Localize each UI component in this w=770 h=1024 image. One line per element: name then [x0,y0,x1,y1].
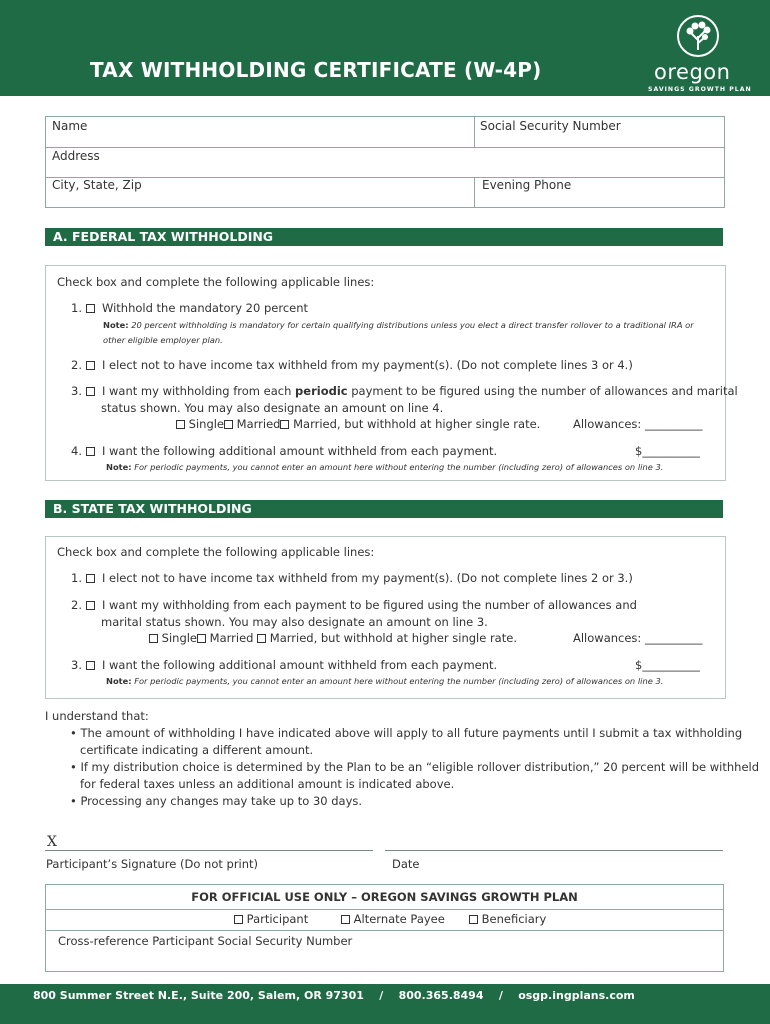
state-line2-checkbox[interactable] [86,601,95,610]
official-use-title: FOR OFFICIAL USE ONLY – OREGON SAVINGS GROWTH PLAN [191,890,578,904]
federal-line1-note-cont: other eligible employer plan. [103,335,223,345]
date-line[interactable] [385,850,723,851]
city-state-zip-field[interactable]: City, State, Zip [52,178,142,192]
evening-phone-field[interactable]: Evening Phone [482,178,572,192]
address-field[interactable]: Address [52,149,100,163]
federal-line-1: 1. Withhold the mandatory 20 percent [71,301,309,315]
participant-checkbox[interactable] [234,915,243,924]
state-married-checkbox[interactable] [197,634,206,643]
state-panel [45,536,726,699]
understand-bullet-1-cont: certificate indicating a different amount. [80,743,314,757]
state-marital-options: Single Married Married, but withhold at higher single rate. [149,631,517,645]
form-title: TAX WITHHOLDING CERTIFICATE (W-4P) [90,58,542,82]
federal-note: Note: For periodic payments, you cannot enter an amount here without entering the number (including zero) of allowances on line 3. [106,462,664,472]
understand-bullet-3: • Processing any changes may take up to 30 days. [70,794,363,808]
alternate-payee-checkbox[interactable] [341,915,350,924]
state-line2-cont: marital status shown. You may also designate an amount on line 3. [101,615,488,629]
federal-line1-checkbox[interactable] [86,304,95,313]
beneficiary-checkbox[interactable] [469,915,478,924]
signature-x-mark: X [47,834,57,850]
participant-info-table [45,116,725,208]
understand-bullet-2: • If my distribution choice is determined by the Plan to be an “eligible rollover distribution,” 20 percent will be withheld [70,760,760,774]
signature-line[interactable] [45,850,373,851]
federal-line3-cont: status shown. You may also designate an amount on line 4. [101,401,444,415]
federal-line4-checkbox[interactable] [86,447,95,456]
logo-wordmark: oregon [654,60,731,84]
state-note: Note: For periodic payments, you cannot enter an amount here without entering the number (including zero) of allowances on line 3. [106,676,664,686]
federal-panel [45,265,738,481]
footer-phone[interactable]: 800.365.8494 [398,989,484,1002]
federal-line-3: 3. I want my withholding from each periodic payment to be figured using the number of allowances and marital [71,384,738,398]
federal-section-header [45,228,723,246]
state-married-single-rate-checkbox[interactable] [257,634,266,643]
federal-line-4: 4. I want the following additional amount withheld from each payment. [71,444,498,458]
tree-icon [676,14,720,58]
state-line-3: 3. I want the following additional amount withheld from each payment. [71,658,498,672]
cross-reference-ssn-field[interactable]: Cross-reference Participant Social Security Number [58,934,353,948]
footer-contact: 800 Summer Street N.E., Suite 200, Salem, OR 97301 / 800.365.8494 / osgp.ingplans.com [33,989,635,1002]
federal-intro: Check box and complete the following applicable lines: [57,275,375,289]
federal-amount-field[interactable]: $__________ [635,444,700,458]
logo-subtitle: SAVINGS GROWTH PLAN [648,86,752,93]
federal-line1-note: Note: 20 percent withholding is mandatory for certain qualifying distributions unless you elect a direct transfer rollover to a traditional IRA or [103,320,694,330]
state-line1-checkbox[interactable] [86,574,95,583]
federal-marital-options: Single Married Married, but withhold at higher single rate. [176,417,540,431]
state-line-1: 1. I elect not to have income tax withheld from my payment(s). (Do not complete lines 2 or 3.) [71,571,633,585]
footer-address: 800 Summer Street N.E., Suite 200, Salem, OR 97301 [33,989,364,1002]
oregon-logo [648,14,752,94]
ssn-field[interactable]: Social Security Number [480,119,621,133]
state-single-checkbox[interactable] [149,634,158,643]
official-use-box [45,884,724,972]
footer-website-link[interactable]: osgp.ingplans.com [518,989,635,1002]
state-intro: Check box and complete the following applicable lines: [57,545,375,559]
understand-bullet-2-cont: for federal taxes unless an additional amount is indicated above. [80,777,455,791]
federal-single-checkbox[interactable] [176,420,185,429]
state-allowances-field[interactable]: Allowances: __________ [573,631,703,645]
footer-bar [0,984,770,1024]
name-field[interactable]: Name [52,119,88,133]
header-bar [0,0,770,96]
official-alternate-payee-option: Alternate Payee [341,912,445,926]
state-section-header [45,500,723,518]
state-line-2: 2. I want my withholding from each payment to be figured using the number of allowances and [71,598,637,612]
understand-bullet-1: • The amount of withholding I have indicated above will apply to all future payments until I submit a tax withholding [70,726,743,740]
state-section-title: B. STATE TAX WITHHOLDING [53,501,252,516]
federal-line3-checkbox[interactable] [86,387,95,396]
federal-section-title: A. FEDERAL TAX WITHHOLDING [53,229,274,244]
state-line3-checkbox[interactable] [86,661,95,670]
federal-married-single-rate-checkbox[interactable] [280,420,289,429]
understand-heading: I understand that: [45,709,149,723]
federal-line2-checkbox[interactable] [86,361,95,370]
federal-line-2: 2. I elect not to have income tax withheld from my payment(s). (Do not complete lines 3 or 4.) [71,358,633,372]
official-beneficiary-option: Beneficiary [469,912,546,926]
date-label: Date [392,857,420,871]
state-amount-field[interactable]: $__________ [635,658,700,672]
signature-label: Participant’s Signature (Do not print) [46,857,259,871]
federal-married-checkbox[interactable] [224,420,233,429]
federal-allowances-field[interactable]: Allowances: __________ [573,417,703,431]
official-participant-option: Participant [234,912,308,926]
